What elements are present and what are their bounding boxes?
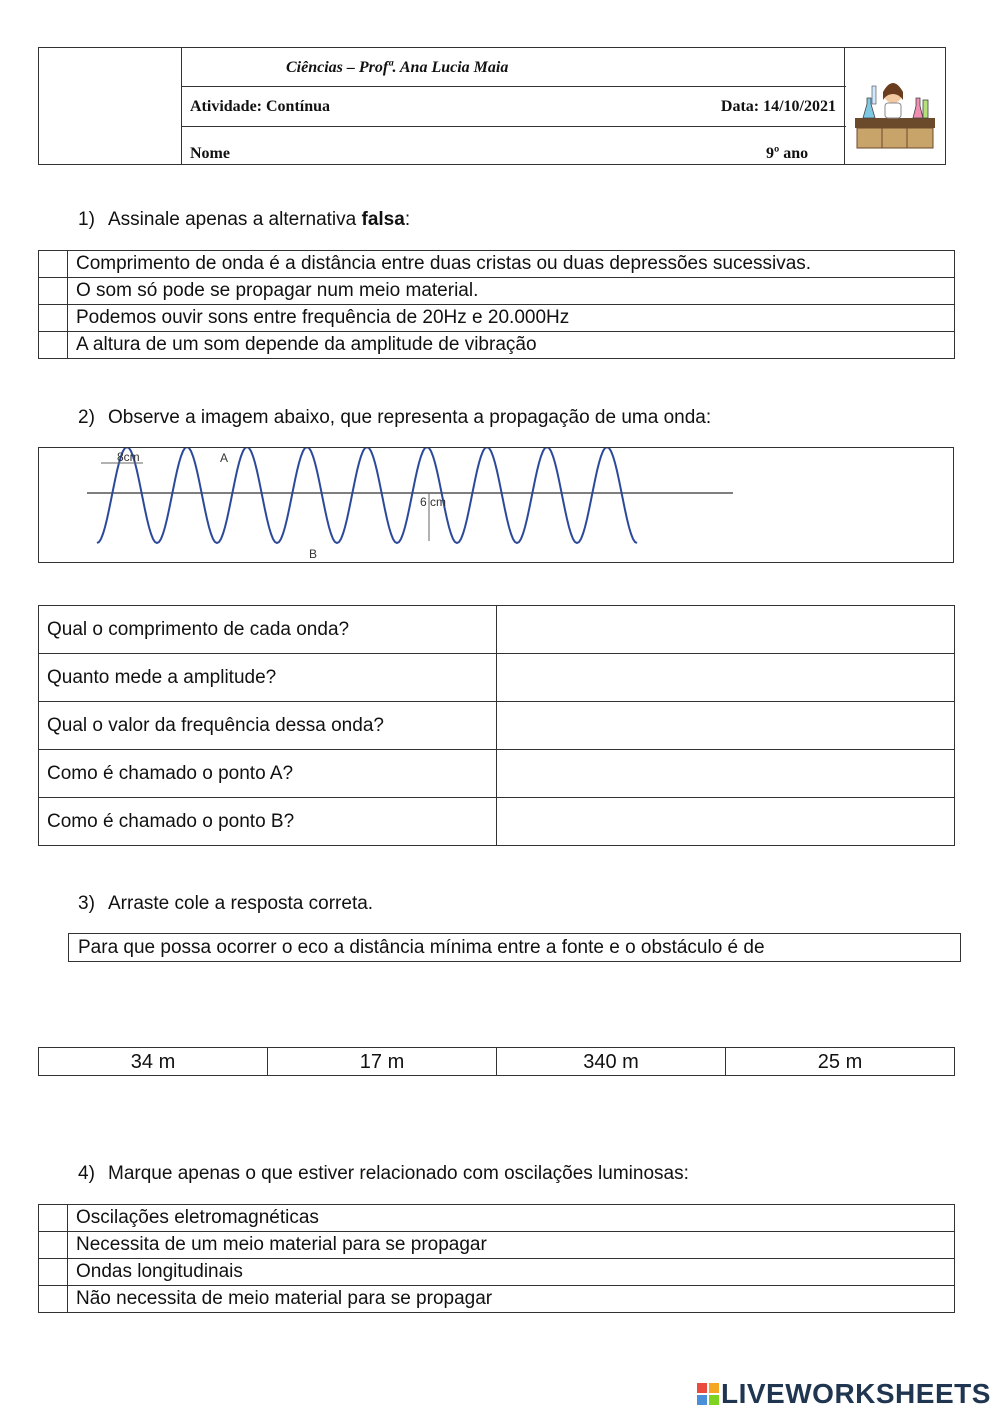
q2-answer-4[interactable] — [497, 750, 955, 798]
wave-diagram — [39, 448, 953, 562]
q3-option-1[interactable]: 34 m — [39, 1048, 268, 1076]
header-title: Ciências – Profª. Ana Lucia Maia — [286, 59, 509, 76]
q4-checkbox-1[interactable] — [39, 1205, 68, 1232]
q4-option-row — [39, 1286, 955, 1313]
q4-number: 4) — [78, 1163, 95, 1184]
lab-scientist-icon — [845, 48, 944, 164]
q3-options-row — [39, 1048, 955, 1076]
worksheet-header — [38, 47, 946, 165]
q3-option-2[interactable]: 17 m — [268, 1048, 497, 1076]
q4-checkbox-3[interactable] — [39, 1259, 68, 1286]
q4-option-row — [39, 1205, 955, 1232]
q3-statement: Para que possa ocorrer o eco a distância mínima entre a fonte e o obstáculo é de — [68, 933, 961, 962]
q3-number: 3) — [78, 893, 95, 914]
header-activity-row — [182, 87, 846, 127]
liveworksheets-logo-icon — [697, 1380, 719, 1402]
activity-label: Atividade: Contínua — [190, 98, 331, 115]
q4-option-row — [39, 1259, 955, 1286]
q4-option-3: Ondas longitudinais — [68, 1259, 955, 1286]
q2-answer-3[interactable] — [497, 702, 955, 750]
q4-prompt — [78, 1163, 689, 1185]
q4-option-row — [39, 1232, 955, 1259]
wave-line — [97, 448, 637, 543]
q4-option-4: Não necessita de meio material para se propagar — [68, 1286, 955, 1313]
q1-prompt — [78, 209, 410, 231]
q4-checkbox-2[interactable] — [39, 1232, 68, 1259]
q2-row — [39, 798, 955, 846]
q2-row — [39, 606, 955, 654]
q1-option-row — [39, 278, 955, 305]
q2-answer-2[interactable] — [497, 654, 955, 702]
q1-option-3: Podemos ouvir sons entre frequência de 20Hz e 20.000Hz — [68, 305, 955, 332]
date-label: Data: 14/10/2021 — [720, 98, 836, 115]
q1-number: 1) — [78, 209, 95, 230]
q3-options-table — [38, 1047, 955, 1076]
q2-answer-5[interactable] — [497, 798, 955, 846]
q3-option-4[interactable]: 25 m — [726, 1048, 955, 1076]
point-b-label: B — [309, 547, 318, 561]
q2-text: Observe a imagem abaixo, que representa a propagação de uma onda: — [108, 407, 712, 428]
q2-question-2: Quanto mede a amplitude? — [39, 654, 497, 702]
q3-prompt — [78, 893, 373, 915]
q1-option-1: Comprimento de onda é a distância entre duas cristas ou duas depressões sucessivas. — [68, 251, 955, 278]
q4-option-1: Oscilações eletromagnéticas — [68, 1205, 955, 1232]
q2-question-1: Qual o comprimento de cada onda? — [39, 606, 497, 654]
header-title-row — [182, 48, 846, 87]
q2-prompt — [78, 407, 711, 429]
q1-checkbox-3[interactable] — [39, 305, 68, 332]
point-a-label: A — [220, 451, 229, 465]
q1-checkbox-2[interactable] — [39, 278, 68, 305]
q1-option-2: O som só pode se propagar num meio material. — [68, 278, 955, 305]
name-label: Nome — [190, 145, 230, 162]
q4-options-table — [38, 1204, 955, 1313]
q4-text: Marque apenas o que estiver relacionado com oscilações luminosas: — [108, 1163, 689, 1184]
q1-text-bold: falsa — [361, 209, 405, 230]
q2-questions-table — [38, 605, 955, 846]
lab-image-cell — [844, 48, 945, 164]
q2-question-3: Qual o valor da frequência dessa onda? — [39, 702, 497, 750]
q2-question-5: Como é chamado o ponto B? — [39, 798, 497, 846]
wave-figure — [38, 447, 954, 563]
header-name-row — [182, 127, 846, 164]
q1-option-4: A altura de um som depende da amplitude de vibração — [68, 332, 955, 359]
q2-question-4: Como é chamado o ponto A? — [39, 750, 497, 798]
q2-row — [39, 750, 955, 798]
q1-options-table — [38, 250, 955, 359]
liveworksheets-logo-text: LIVEWORKSHEETS — [721, 1378, 991, 1409]
q1-option-row — [39, 251, 955, 278]
q1-text-end: : — [404, 209, 411, 230]
wavelength-label: 8cm — [117, 450, 140, 464]
q4-option-2: Necessita de um meio material para se propagar — [68, 1232, 955, 1259]
q2-row — [39, 702, 955, 750]
q1-option-row — [39, 332, 955, 359]
grade-label: 9º ano — [766, 145, 809, 162]
q3-text: Arraste cole a resposta correta. — [108, 893, 374, 914]
q2-number: 2) — [78, 407, 95, 428]
q3-option-3[interactable]: 340 m — [497, 1048, 726, 1076]
q1-checkbox-1[interactable] — [39, 251, 68, 278]
liveworksheets-logo — [697, 1378, 991, 1410]
q1-text: Assinale apenas a alternativa — [108, 209, 362, 230]
amplitude-label: 6 cm — [420, 495, 447, 509]
q4-checkbox-4[interactable] — [39, 1286, 68, 1313]
q2-row — [39, 654, 955, 702]
q1-checkbox-4[interactable] — [39, 332, 68, 359]
header-blank-cell — [39, 48, 182, 164]
q2-answer-1[interactable] — [497, 606, 955, 654]
q1-option-row — [39, 305, 955, 332]
